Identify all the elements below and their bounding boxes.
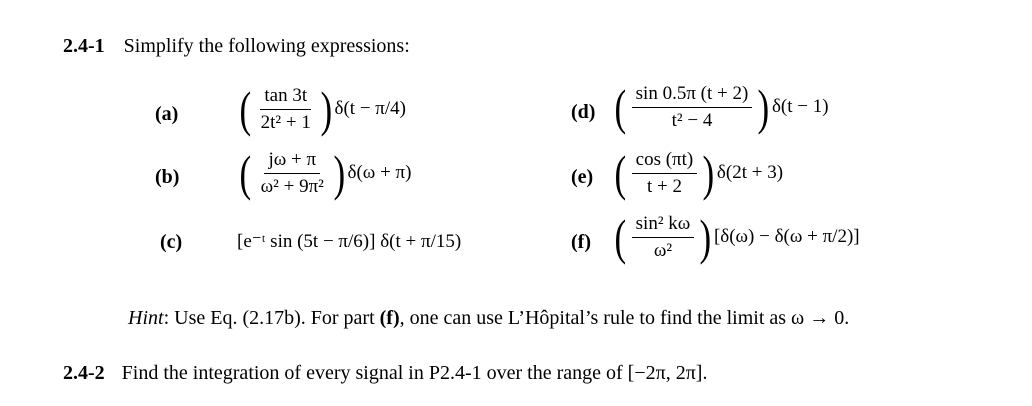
part-d-fraction	[632, 83, 753, 132]
problem-number: 2.4-1	[63, 35, 105, 57]
hint-line	[128, 306, 849, 330]
problem2-line	[63, 361, 707, 385]
part-b-label: (b)	[155, 166, 180, 188]
problem2-text: Find the integration of every signal in P2.4-1 over the range of [−2π, 2π].	[121, 362, 708, 384]
part-c-text: [e⁻ᵗ sin (5t − π/6)] δ(t + π/15)	[237, 231, 462, 252]
problem2-number: 2.4-2	[63, 362, 105, 384]
part-d-numerator: sin 0.5π (t + 2)	[632, 83, 753, 108]
part-d-delta: δ(t − 1)	[771, 96, 829, 117]
part-f-expression: ( $\frac{\text{sin² kω}}{\text{ω²}}$ ) [δ(ω) − δ(ω + π/2)]	[614, 209, 860, 265]
part-b-fraction	[257, 149, 328, 198]
part-e-fraction	[632, 149, 698, 198]
part-d-label: (d)	[571, 101, 596, 123]
hint-prefix: Hint	[128, 307, 164, 329]
part-b-delta: δ(ω + π)	[347, 162, 412, 183]
hint-part-ref: (f)	[379, 307, 400, 329]
part-a-delta: δ(t − π/4)	[334, 98, 406, 119]
part-d-denominator: t² − 4	[671, 109, 713, 131]
problem-title: Simplify the following expressions:	[123, 35, 410, 57]
part-f-bracket: [δ(ω) − δ(ω + π/2)]	[713, 226, 860, 247]
part-b-denominator: ω² + 9π²	[260, 175, 324, 197]
part-e-expression: ( $\frac{\cos (\pi t)}{t + 2}$ ) δ(2t + 3)	[614, 145, 784, 201]
hint-text: : Use Eq. (2.17b). For part	[163, 307, 380, 329]
part-a-numerator: tan 3t	[260, 85, 311, 110]
hint-rest: , one can use L’Hôpital’s rule to find the limit as ω → 0.	[399, 307, 850, 329]
part-c-label: (c)	[160, 231, 183, 253]
part-f-label: (f)	[571, 231, 591, 253]
part-a-expression: ( $\frac{\tan 3t}{\text{2t² + 1}}$ ) δ(t − π/4)	[239, 81, 406, 137]
part-a-denominator: 2t² + 1	[260, 111, 311, 133]
part-b-expression: ( $\frac{j\omega + \pi}{\text{ω² + 9π²}}$ ) δ(ω + π)	[239, 145, 412, 201]
problem-heading	[63, 34, 410, 58]
part-b-numerator: jω + π	[264, 149, 320, 174]
part-a-fraction	[257, 85, 315, 134]
part-c-expression	[237, 230, 461, 254]
part-e-label: (e)	[571, 166, 594, 188]
part-d-expression: ( $\frac{\sin 0.5\pi (t + 2)}{\text{t² − 4}}$ ) δ(t − 1)	[614, 79, 829, 135]
part-e-delta: δ(2t + 3)	[716, 162, 784, 183]
part-e-denominator: t + 2	[646, 175, 682, 197]
part-f-denominator: ω²	[653, 239, 673, 261]
part-e-numerator: cos (πt)	[632, 149, 698, 174]
part-f-fraction	[632, 213, 695, 262]
part-a-label: (a)	[155, 103, 179, 125]
part-f-numerator: sin² kω	[632, 213, 695, 238]
